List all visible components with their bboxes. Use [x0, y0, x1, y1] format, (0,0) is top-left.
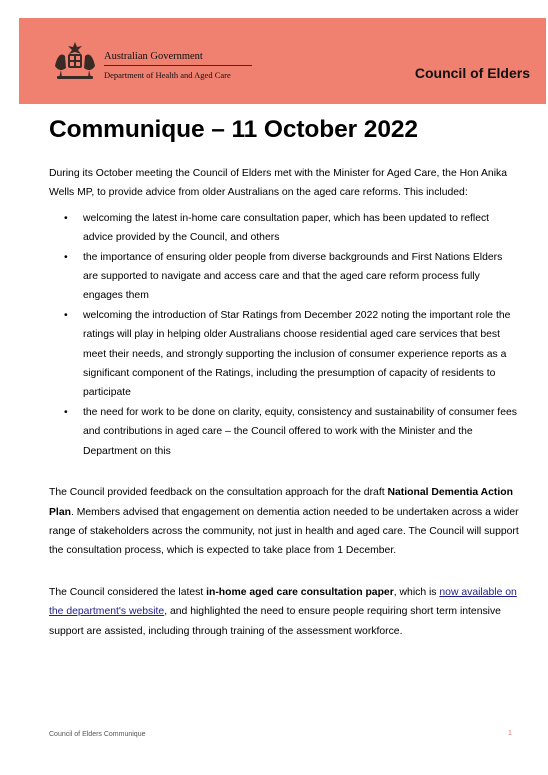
banner-title: Council of Elders	[414, 65, 530, 81]
page-number: 1	[508, 730, 512, 737]
bullet-list	[49, 209, 519, 461]
paragraph-text: The Council provided feedback on the consultation approach for the draft	[49, 487, 388, 499]
bullet-item: • welcoming the latest in-home care consultation paper, which has been updated to reflect advice provided by the Council, and others	[49, 209, 519, 248]
page-title: Communique – 11 October 2022	[49, 116, 418, 143]
in-home-care-paragraph	[49, 583, 519, 641]
dementia-paragraph	[49, 483, 519, 561]
paragraph-text: , and highlighted the need to ensure people requiring short term intensive support are assisted, including through training of the assessment workforce.	[49, 606, 501, 637]
footer-label: Council of Elders Communique	[49, 731, 146, 738]
paragraph-text: . Members advised that engagement on dementia action needed to be undertaken across a wider range of stakeholders across the community, not just in health and aged care. The Council will support the consultation process, which is expected to take place from 1 December.	[49, 506, 519, 557]
bullet-item: • the importance of ensuring older people from diverse backgrounds and First Nations Elders are supported to navigate and access care and that the aged care reform process fully engages them	[49, 248, 519, 306]
paragraph-text: The Council considered the latest	[49, 586, 207, 598]
header-divider	[104, 65, 252, 66]
department-website-link[interactable]: now available on the department's website	[49, 586, 517, 618]
bullet-item: • the need for work to be done on clarity, equity, consistency and sustainability of consumer fees and contributions in aged care – the Council offered to work with the Minister and the Department on this	[49, 403, 519, 461]
government-name: Australian Government	[104, 51, 203, 62]
coat-of-arms-icon	[51, 40, 99, 82]
department-name: Department of Health and Aged Care	[104, 70, 231, 80]
document-body	[49, 164, 519, 641]
header-banner	[19, 18, 546, 104]
paragraph-text: , which is	[393, 586, 440, 598]
bullet-item: • welcoming the introduction of Star Ratings from December 2022 noting the important role the ratings will play in helping older Australians choose residential aged care services that best meet their needs, and strongly supporting the inclusion of consumer experience reports as a significant component of the Ratings, including the presumption of capacity of residents to participate	[49, 306, 519, 403]
consultation-paper-title: in-home aged care consultation paper	[206, 586, 394, 598]
intro-paragraph: During its October meeting the Council of Elders met with the Minister for Aged Care, the Hon Anika Wells MP, to provide advice from older Australians on the aged care reforms. This included:	[49, 168, 507, 199]
dementia-plan-title: National Dementia Action Plan	[49, 487, 513, 518]
